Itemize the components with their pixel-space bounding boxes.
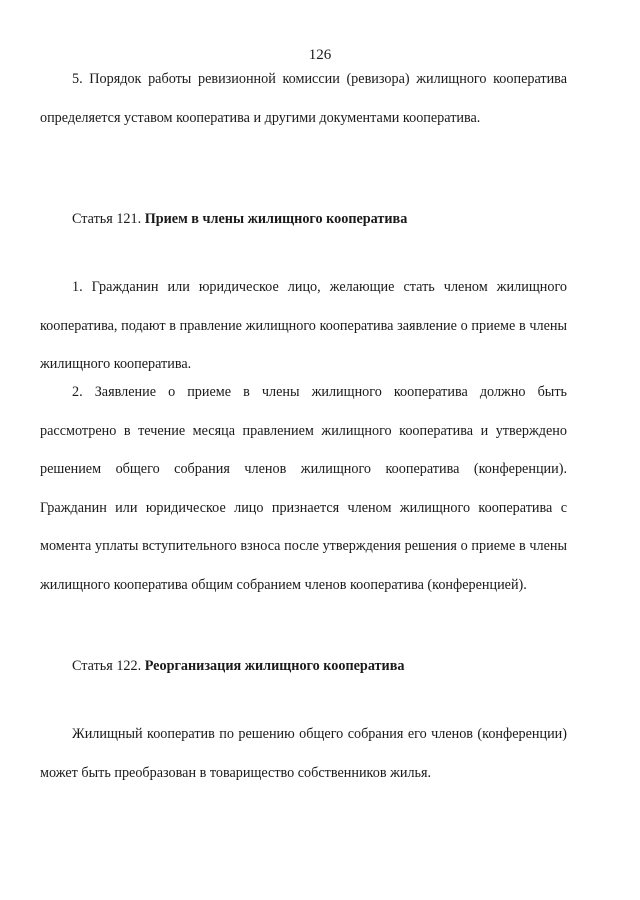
article-121-prefix: Статья 121. xyxy=(72,211,142,227)
article-122-heading xyxy=(72,656,592,676)
article-121-heading xyxy=(72,209,592,229)
article-122-paragraph-1: Жилищный кооператив по решению общего собрания его членов (конференции) может быть преобразован в товарищество собственников жилья. xyxy=(40,726,567,781)
article-121-paragraph-2: 2. Заявление о приеме в члены жилищного кооператива должно быть рассмотрено в течение месяца правлением жилищного кооператива и утверждено решением общего собрания членов жилищного кооператива (конференции). Гражданин или юридическое лицо признается членом жилищного кооператива с момента уплаты вступительного взноса после утверждения решения о приеме в члены жилищного кооператива общим собранием членов кооператива (конференцией). xyxy=(40,384,567,593)
article-122-title: Реорганизация жилищного кооператива xyxy=(144,658,405,674)
paragraph-5: 5. Порядок работы ревизионной комиссии (ревизора) жилищного кооператива определяется уставом кооператива и другими документами кооператива. xyxy=(40,71,567,126)
page-number: 126 xyxy=(308,47,332,63)
article-121-title: Прием в члены жилищного кооператива xyxy=(144,211,408,227)
article-122-prefix: Статья 122. xyxy=(72,658,142,674)
article-121-paragraph-1: 1. Гражданин или юридическое лицо, желающие стать членом жилищного кооператива, подают в правление жилищного кооператива заявление о приеме в члены жилищного кооператива. xyxy=(40,279,567,372)
